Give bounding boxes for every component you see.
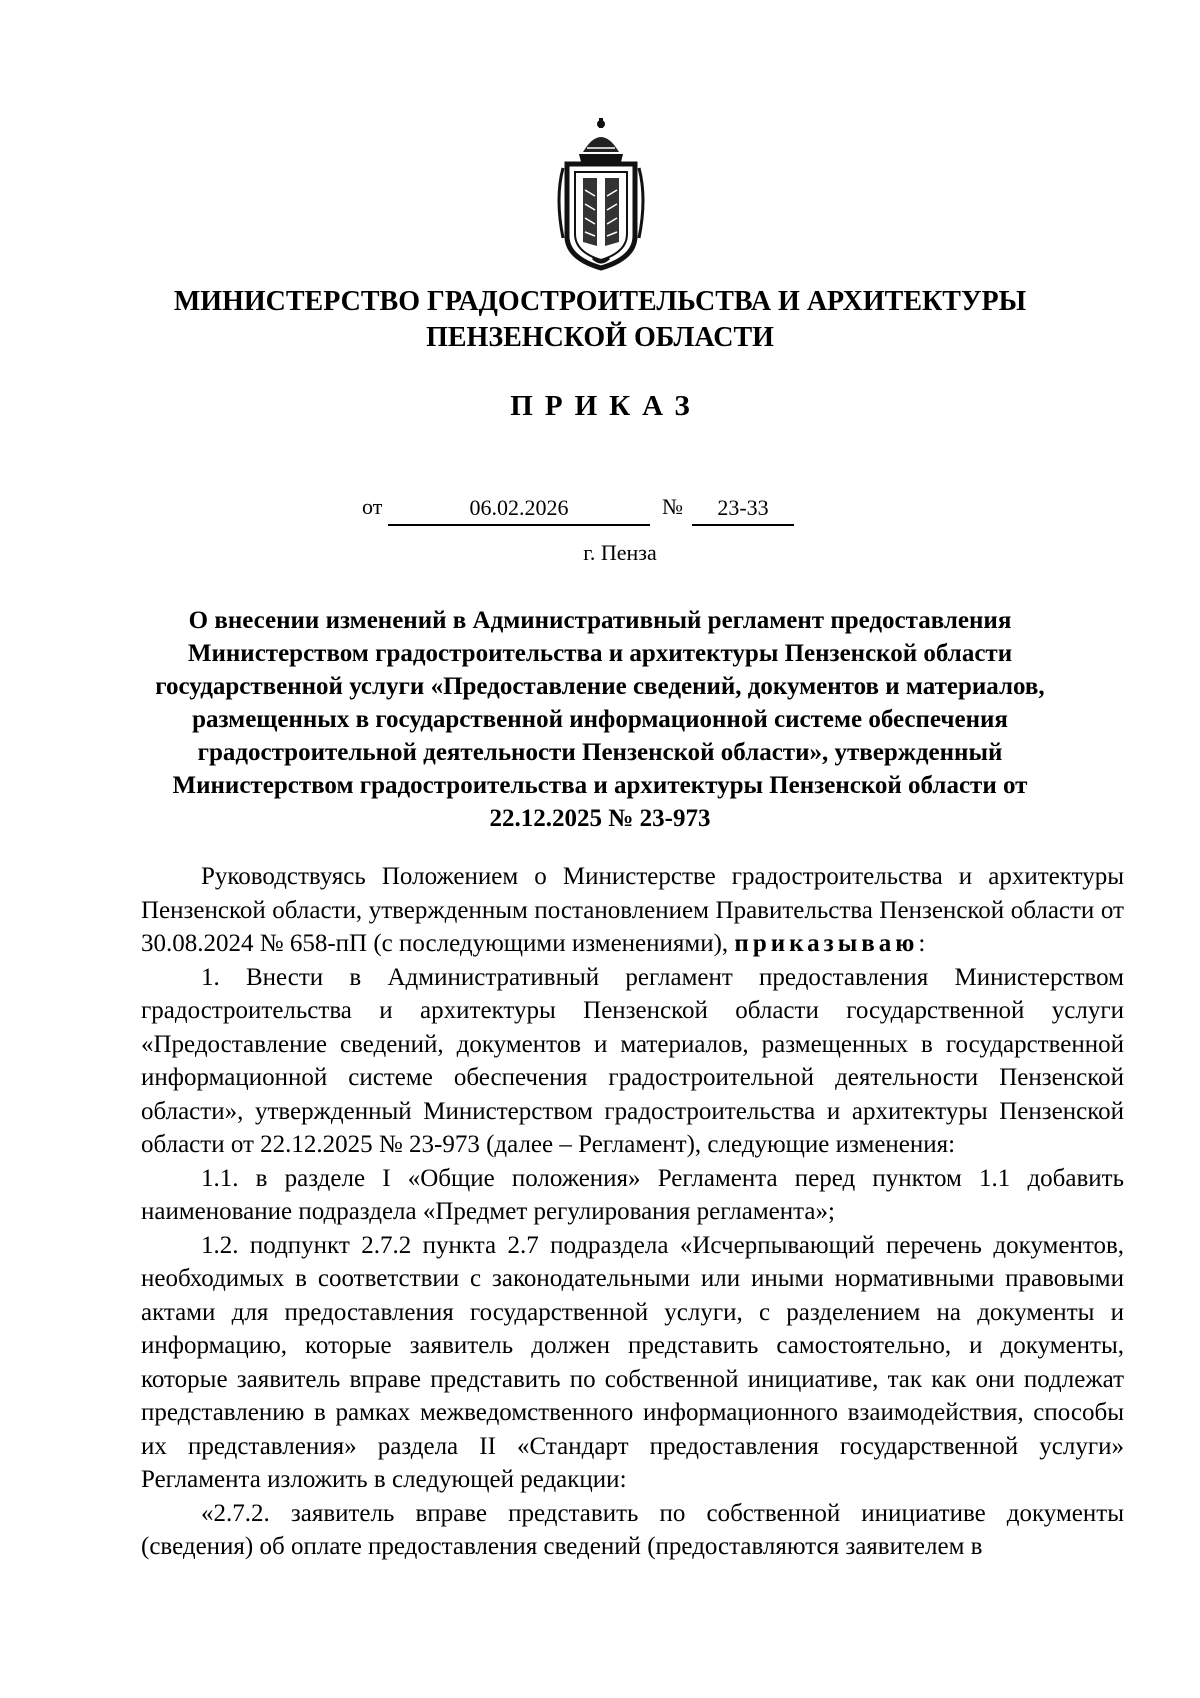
document-type-title: ПРИКАЗ	[510, 390, 702, 422]
date-number-row	[0, 492, 1200, 528]
paragraph-item-1: 1. Внести в Административный регламент предоставления Министерством градостроительства и архитектуры Пензенской области государственной услуги «Предоставление сведений, документов и материалов, размещенных в государственной информационной системе обеспечения градостроительной деятельности Пензенской области», утвержденный Министерством градостроительства и архитектуры Пензенской области от 22.12.2025 № 23-973 (далее – Регламент), следующие изменения:	[141, 963, 1124, 1158]
order-verb: приказываю	[734, 930, 919, 957]
ministry-name-line2: ПЕНЗЕНСКОЙ ОБЛАСТИ	[426, 322, 774, 353]
document-body	[141, 860, 1124, 1564]
paragraph-item-1-2: 1.2. подпункт 2.7.2 пункта 2.7 подраздела «Исчерпывающий перечень документов, необходимых в соответствии с законодательными или иными нормативными правовыми актами для предоставления государственной услуги, с разделением на документы и информацию, которые заявитель должен представить самостоятельно, и документы, которые заявитель вправе представить по собственной инициативе, так как они подлежат представлению в рамках межведомственного информационного взаимодействия, способы их представления» раздела II «Стандарт предоставления государственной услуги» Регламента изложить в следующей редакции:	[141, 1231, 1124, 1493]
date-label: от	[362, 494, 383, 519]
date-field: 06.02.2026	[388, 492, 650, 526]
city-name: г. Пенза	[583, 540, 657, 565]
number-label: №	[662, 494, 683, 519]
coat-of-arms-emblem	[553, 118, 649, 272]
preamble-text: Руководствуясь Положением о Министерстве градостроительства и архитектуры Пензенской области, утвержденным постановлением Правительства Пензенской области от 30.08.2024 № 658-пП (с последующими изменениями),	[141, 863, 1124, 957]
paragraph-item-1-1: 1.1. в разделе I «Общие положения» Регламента перед пунктом 1.1 добавить наименование подраздела «Предмет регулирования регламента»;	[141, 1164, 1124, 1225]
number-field: 23-33	[692, 492, 794, 526]
paragraph-quote-2-7-2: «2.7.2. заявитель вправе представить по собственной инициативе документы (сведения) об оплате предоставления сведений (предоставляются заявителем в	[141, 1499, 1124, 1560]
document-subject: О внесении изменений в Административный регламент предоставления Министерством градостроительства и архитектуры Пензенской области государственной услуги «Предоставление сведений, документов и материалов, размещенных в государственной информационной системе обеспечения градостроительной деятельности Пензенской области», утвержденный Министерством градостроительства и архитектуры Пензенской области от 22.12.2025 № 23-973	[155, 607, 1045, 832]
paragraph-preamble	[141, 860, 1124, 961]
preamble-colon: :	[918, 930, 926, 957]
ministry-name-line1: МИНИСТЕРСТВО ГРАДОСТРОИТЕЛЬСТВА И АРХИТЕКТУРЫ	[173, 286, 1027, 317]
ministry-name	[100, 284, 1100, 356]
